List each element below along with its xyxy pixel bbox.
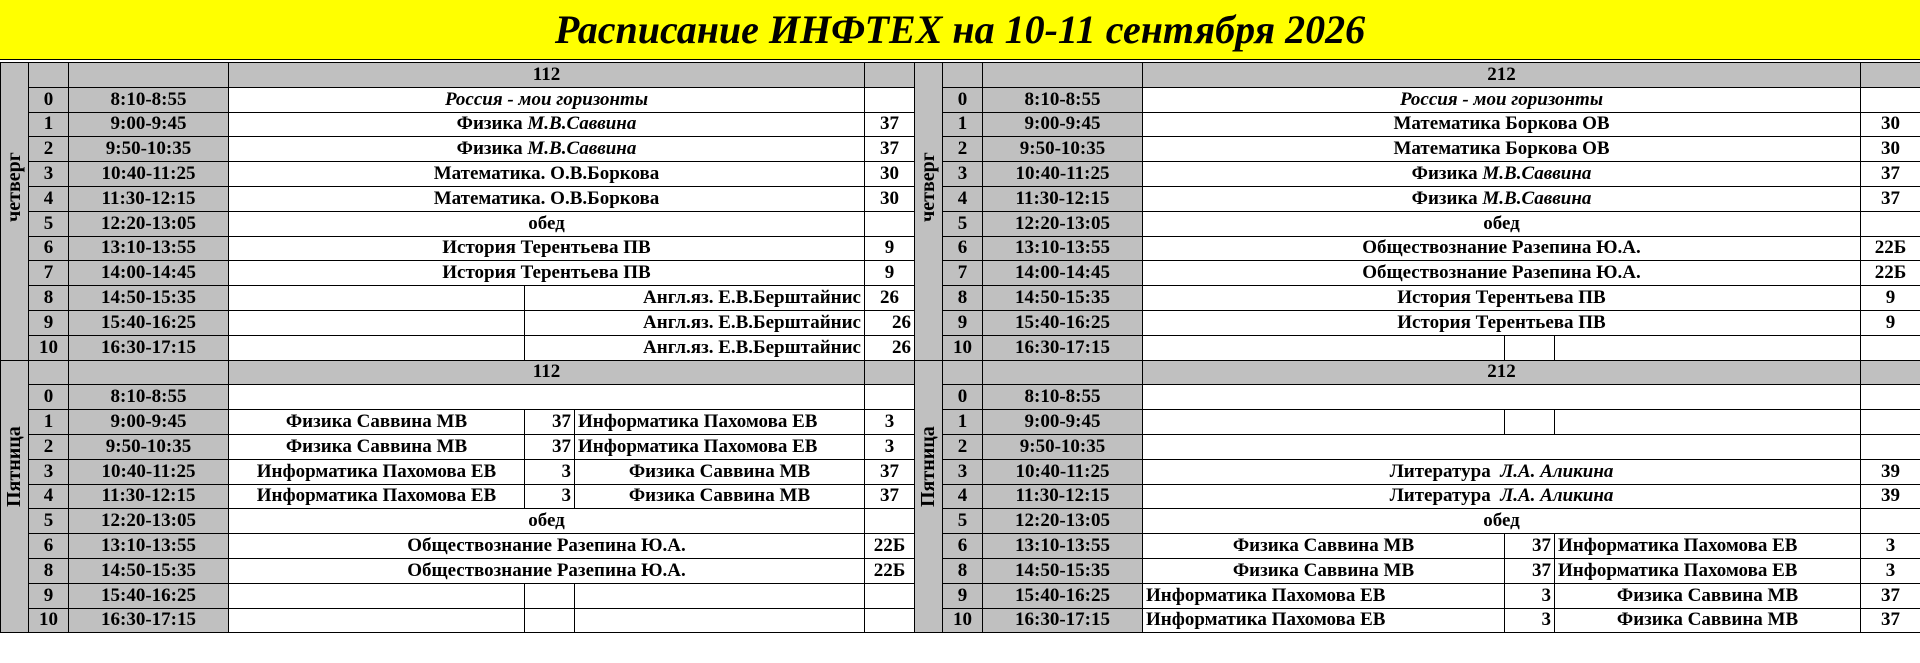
lesson-cell: Англ.яз. Е.В.Берштайнис: [525, 310, 865, 335]
table-row: 9 15:40-16:25: [1, 583, 915, 608]
lesson-cell: История Терентьева ПВ: [1143, 286, 1861, 311]
group-header: 112: [229, 360, 865, 385]
table-row: 8 14:50-15:35 Англ.яз. Е.В.Берштайнис 26: [1, 286, 915, 311]
lesson-cell: Информатика Пахомова ЕВ: [1143, 583, 1505, 608]
room-cell: 3: [865, 434, 915, 459]
day-label-friday: Пятница: [915, 360, 943, 633]
table-row: 2 9:50-10:35 Физика М.В.Саввина 37: [1, 137, 915, 162]
panel-group-212: [914, 62, 1920, 662]
lesson-cell: Обществознание Разепина Ю.А.: [229, 558, 865, 583]
room-cell: 37: [1505, 534, 1555, 559]
lesson-cell: Физика Саввина МВ: [229, 410, 525, 435]
room-cell: 3: [1861, 534, 1920, 559]
table-row: [915, 360, 1920, 385]
lesson-cell: Математика. О.В.Боркова: [229, 186, 865, 211]
lesson-cell: Физика Саввина МВ: [1143, 558, 1505, 583]
room-cell: 9: [1861, 286, 1920, 311]
room-cell: 3: [525, 459, 575, 484]
lesson-cell: История Терентьева ПВ: [229, 261, 865, 286]
table-row: 9 15:40-16:25 Информатика Пахомова ЕВ 3 Физика Саввина МВ 37: [915, 583, 1920, 608]
room-cell: 9: [865, 236, 915, 261]
room-cell: 37: [525, 410, 575, 435]
lunch-cell: обед: [1143, 509, 1861, 534]
lesson-cell: Обществознание Разепина Ю.А.: [229, 534, 865, 559]
room-cell: 26: [865, 310, 915, 335]
lunch-cell: обед: [1143, 211, 1861, 236]
table-row: 5 12:20-13:05 обед: [1, 509, 915, 534]
table-row: 10 16:30-17:15: [915, 335, 1920, 360]
table-row: 1 9:00-9:45 Математика Боркова ОВ 30: [915, 112, 1920, 137]
schedule-title-bar: [0, 0, 1920, 60]
schedule-table-212: [914, 62, 1920, 633]
room-cell: 22Б: [1861, 236, 1920, 261]
table-row: 8 14:50-15:35 Физика Саввина МВ 37 Информатика Пахомова ЕВ 3: [915, 558, 1920, 583]
room-cell: 39: [1861, 484, 1920, 509]
table-row: 5 12:20-13:05 обед: [1, 211, 915, 236]
lesson-cell: Физика М.В.Саввина: [229, 112, 865, 137]
table-row: 3 10:40-11:25 Литература Л.А. Аликина 39: [915, 459, 1920, 484]
room-cell: 9: [1861, 310, 1920, 335]
table-row: [915, 63, 1920, 88]
table-row: 9 15:40-16:25 Англ.яз. Е.В.Берштайнис 26: [1, 310, 915, 335]
lesson-cell: Информатика Пахомова ЕВ: [1555, 558, 1861, 583]
table-row: 8 14:50-15:35 Обществознание Разепина Ю.А. 22Б: [1, 558, 915, 583]
room-cell: 22Б: [865, 558, 915, 583]
lesson-cell: Физика М.В.Саввина: [229, 137, 865, 162]
table-row: 6 13:10-13:55 Обществознание Разепина Ю.А. 22Б: [915, 236, 1920, 261]
room-cell: 37: [1861, 608, 1920, 633]
table-row: 10 16:30-17:15: [1, 608, 915, 633]
lunch-cell: обед: [229, 509, 865, 534]
group-header: 112: [229, 63, 865, 88]
lesson-cell: Литература Л.А. Аликина: [1143, 484, 1861, 509]
room-cell: 37: [1505, 558, 1555, 583]
lesson-cell: Физика Саввина МВ: [1555, 583, 1861, 608]
table-row: 8 14:50-15:35 История Терентьева ПВ 9: [915, 286, 1920, 311]
table-row: 2 9:50-10:35: [915, 434, 1920, 459]
room-cell: 3: [1505, 583, 1555, 608]
table-row: 7 14:00-14:45 Обществознание Разепина Ю.А. 22Б: [915, 261, 1920, 286]
room-cell: 37: [525, 434, 575, 459]
table-row: 5 12:20-13:05 обед: [915, 211, 1920, 236]
table-row: 9 15:40-16:25 История Терентьева ПВ 9: [915, 310, 1920, 335]
schedule-title: Расписание ИНФТЕХ на 10-11 сентября 2026: [554, 7, 1366, 52]
lesson-cell: Физика Саввина МВ: [575, 459, 865, 484]
lesson-cell: Физика М.В.Саввина: [1143, 162, 1861, 187]
room-cell: 37: [1861, 186, 1920, 211]
lesson-cell: Россия - мои горизонты: [1143, 87, 1861, 112]
table-row: 4 11:30-12:15 Литература Л.А. Аликина 39: [915, 484, 1920, 509]
table-row: 0 8:10-8:55: [1, 385, 915, 410]
lesson-cell: Информатика Пахомова ЕВ: [229, 484, 525, 509]
table-row: 6 13:10-13:55 Физика Саввина МВ 37 Информатика Пахомова ЕВ 3: [915, 534, 1920, 559]
lunch-cell: обед: [229, 211, 865, 236]
day-label-thursday: четверг: [915, 63, 943, 361]
lesson-cell: Физика Саввина МВ: [575, 484, 865, 509]
room-cell: 39: [1861, 459, 1920, 484]
room-cell: 3: [525, 484, 575, 509]
lesson-cell: Англ.яз. Е.В.Берштайнис: [525, 286, 865, 311]
room-cell: 37: [865, 137, 915, 162]
table-row: 1 9:00-9:45: [915, 410, 1920, 435]
lesson-cell: Информатика Пахомова ЕВ: [575, 410, 865, 435]
schedule-table-112: [0, 62, 915, 633]
lesson-cell: История Терентьева ПВ: [1143, 310, 1861, 335]
table-row: [1, 63, 915, 88]
lesson-cell: Обществознание Разепина Ю.А.: [1143, 236, 1861, 261]
table-row: 2 9:50-10:35 Математика Боркова ОВ 30: [915, 137, 1920, 162]
room-cell: 37: [865, 484, 915, 509]
table-row: 3 10:40-11:25 Математика. О.В.Боркова 30: [1, 162, 915, 187]
day-label-thursday: четверг: [1, 63, 29, 361]
table-row: 4 11:30-12:15 Информатика Пахомова ЕВ 3 Физика Саввина МВ 37: [1, 484, 915, 509]
panel-group-112: [0, 62, 914, 662]
lesson-cell: Физика Саввина МВ: [229, 434, 525, 459]
day-label-friday: Пятница: [1, 360, 29, 633]
room-cell: 26: [865, 286, 915, 311]
group-header: 212: [1143, 360, 1861, 385]
lesson-cell: Литература Л.А. Аликина: [1143, 459, 1861, 484]
lesson-cell: Физика М.В.Саввина: [1143, 186, 1861, 211]
lesson-cell: Физика Саввина МВ: [1555, 608, 1861, 633]
room-cell: 30: [865, 186, 915, 211]
lesson-cell: История Терентьева ПВ: [229, 236, 865, 261]
table-row: 6 13:10-13:55 История Терентьева ПВ 9: [1, 236, 915, 261]
lesson-cell: Информатика Пахомова ЕВ: [575, 434, 865, 459]
room-cell: 30: [1861, 137, 1920, 162]
table-row: 4 11:30-12:15 Физика М.В.Саввина 37: [915, 186, 1920, 211]
room-cell: 3: [1505, 608, 1555, 633]
lesson-cell: Англ.яз. Е.В.Берштайнис: [525, 335, 865, 360]
room-cell: 9: [865, 261, 915, 286]
lesson-cell: Математика. О.В.Боркова: [229, 162, 865, 187]
room-cell: 30: [865, 162, 915, 187]
table-row: 10 16:30-17:15 Информатика Пахомова ЕВ 3 Физика Саввина МВ 37: [915, 608, 1920, 633]
table-row: 0 8:10-8:55 Россия - мои горизонты: [915, 87, 1920, 112]
room-cell: 37: [1861, 162, 1920, 187]
lesson-cell: Информатика Пахомова ЕВ: [229, 459, 525, 484]
room-cell: 30: [1861, 112, 1920, 137]
table-row: 4 11:30-12:15 Математика. О.В.Боркова 30: [1, 186, 915, 211]
room-cell: 3: [1861, 558, 1920, 583]
table-row: 0 8:10-8:55: [915, 385, 1920, 410]
room-cell: 22Б: [1861, 261, 1920, 286]
table-row: 7 14:00-14:45 История Терентьева ПВ 9: [1, 261, 915, 286]
room-cell: 37: [865, 112, 915, 137]
lesson-cell: Математика Боркова ОВ: [1143, 112, 1861, 137]
lesson-cell: Математика Боркова ОВ: [1143, 137, 1861, 162]
table-row: 3 10:40-11:25 Информатика Пахомова ЕВ 3 Физика Саввина МВ 37: [1, 459, 915, 484]
lesson-cell: Обществознание Разепина Ю.А.: [1143, 261, 1861, 286]
table-row: 6 13:10-13:55 Обществознание Разепина Ю.А. 22Б: [1, 534, 915, 559]
room-cell: 37: [1861, 583, 1920, 608]
table-row: 10 16:30-17:15 Англ.яз. Е.В.Берштайнис 26: [1, 335, 915, 360]
room-cell: 37: [865, 459, 915, 484]
room-cell: 22Б: [865, 534, 915, 559]
room-cell: 26: [865, 335, 915, 360]
room-cell: 3: [865, 410, 915, 435]
lesson-cell: Физика Саввина МВ: [1143, 534, 1505, 559]
table-row: 5 12:20-13:05 обед: [915, 509, 1920, 534]
lesson-cell: Информатика Пахомова ЕВ: [1555, 534, 1861, 559]
lesson-cell: Россия - мои горизонты: [229, 87, 865, 112]
table-row: 1 9:00-9:45 Физика Саввина МВ 37 Информатика Пахомова ЕВ 3: [1, 410, 915, 435]
group-header: 212: [1143, 63, 1861, 88]
table-row: 2 9:50-10:35 Физика Саввина МВ 37 Информатика Пахомова ЕВ 3: [1, 434, 915, 459]
table-row: 0 8:10-8:55 Россия - мои горизонты: [1, 87, 915, 112]
table-row: [1, 360, 915, 385]
lesson-cell: Информатика Пахомова ЕВ: [1143, 608, 1505, 633]
table-row: 1 9:00-9:45 Физика М.В.Саввина 37: [1, 112, 915, 137]
table-row: 3 10:40-11:25 Физика М.В.Саввина 37: [915, 162, 1920, 187]
